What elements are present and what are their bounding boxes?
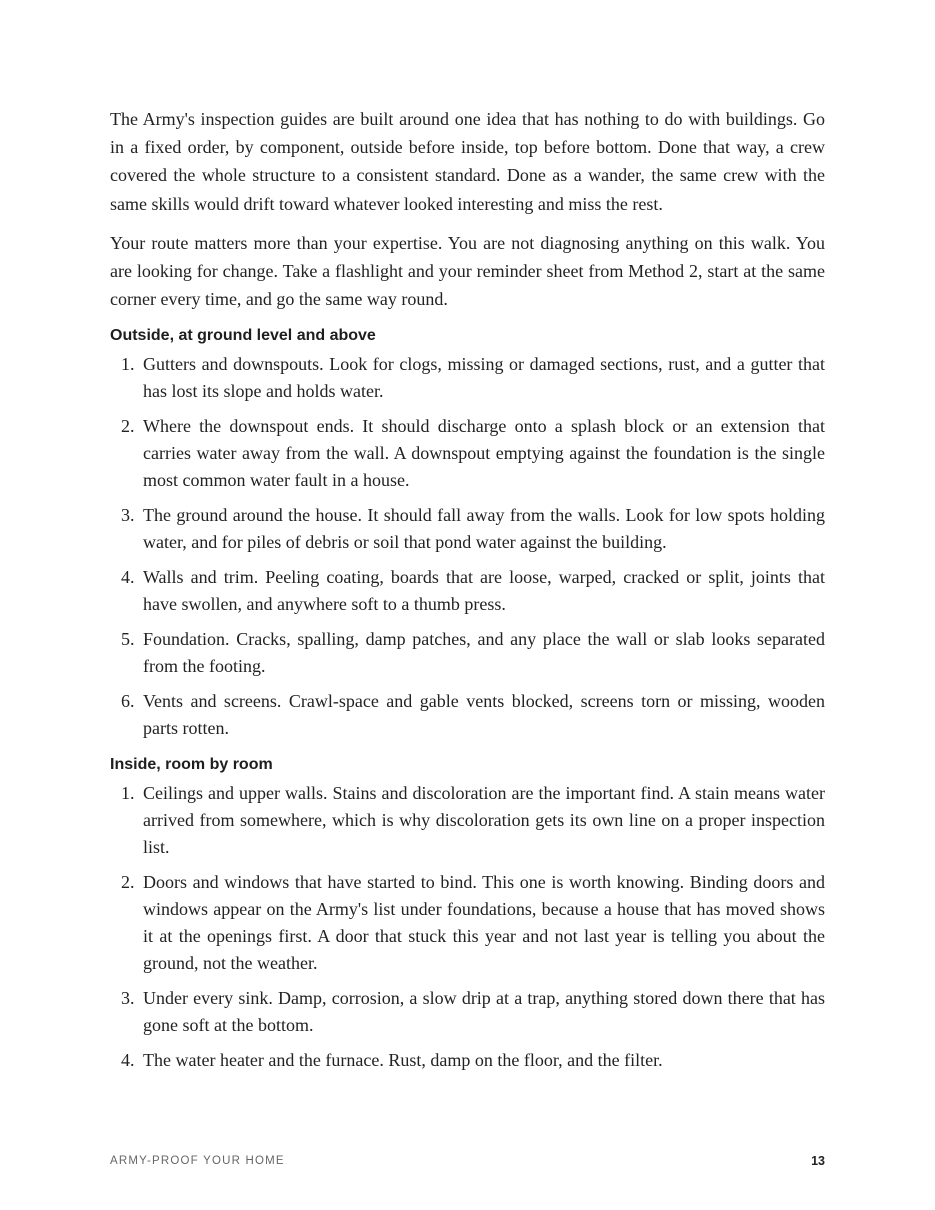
item-number: 5. (121, 629, 135, 650)
inside-checklist (110, 780, 825, 1074)
item-text: Where the downspout ends. It should discharge onto a splash block or an extension that carries water away from the wall. A downspout emptying against the foundation is the single most common water fault in a house. (143, 416, 825, 491)
item-number: 6. (121, 691, 135, 712)
list-item (110, 351, 825, 405)
item-number: 3. (121, 505, 135, 526)
item-number: 4. (121, 1050, 135, 1071)
item-number: 1. (121, 354, 135, 375)
item-number: 4. (121, 567, 135, 588)
list-item (110, 780, 825, 861)
section-heading: Outside, at ground level and above (110, 327, 376, 345)
item-number: 1. (121, 783, 135, 804)
item-number: 3. (121, 988, 135, 1009)
list-item (110, 626, 825, 680)
list-item (110, 869, 825, 977)
item-text: Under every sink. Damp, corrosion, a slow drip at a trap, anything stored down there that has gone soft at the bottom. (143, 988, 825, 1036)
page-number: 13 (811, 1154, 825, 1168)
item-number: 2. (121, 872, 135, 893)
section-heading: Inside, room by room (110, 756, 273, 774)
list-item (110, 502, 825, 556)
list-item (110, 413, 825, 494)
item-text: Walls and trim. Peeling coating, boards that are loose, warped, cracked or split, joints that have swollen, and anywhere soft to a thumb press. (143, 567, 825, 615)
list-item (110, 985, 825, 1039)
outside-checklist (110, 351, 825, 742)
item-text: Gutters and downspouts. Look for clogs, missing or damaged sections, rust, and a gutter that has lost its slope and holds water. (143, 354, 825, 402)
page-body (110, 105, 825, 1085)
item-text: Vents and screens. Crawl-space and gable vents blocked, screens torn or missing, wooden parts rotten. (143, 691, 825, 739)
item-text: The water heater and the furnace. Rust, damp on the floor, and the filter. (143, 1050, 663, 1071)
section-outside (110, 326, 825, 742)
item-text: The ground around the house. It should fall away from the walls. Look for low spots holding water, and for piles of debris or soil that pond water against the building. (143, 505, 825, 553)
running-footer-title: ARMY-PROOF YOUR HOME (110, 1155, 285, 1167)
section-inside (110, 755, 825, 1074)
list-item (110, 1047, 825, 1074)
item-text: Ceilings and upper walls. Stains and discoloration are the important find. A stain means water arrived from somewhere, which is why discoloration gets its own line on a proper inspection list. (143, 783, 825, 858)
list-item (110, 688, 825, 742)
item-text: Foundation. Cracks, spalling, damp patches, and any place the wall or slab looks separated from the footing. (143, 629, 825, 677)
route-paragraph: Your route matters more than your expertise. You are not diagnosing anything on this walk. You are looking for change. Take a flashlight and your reminder sheet from Method 2, start at the same corner every time, and go the same way round. (110, 232, 825, 310)
item-text: Doors and windows that have started to bind. This one is worth knowing. Binding doors and windows appear on the Army's list under foundations, because a house that has moved shows it at the openings first. A door that stuck this year and not last year is telling you about the ground, not the weather. (143, 872, 825, 974)
intro-paragraph: The Army's inspection guides are built around one idea that has nothing to do with buildings. Go in a fixed order, by component, outside before inside, top before bottom. Done that way, a crew covered the whole structure to a consistent standard. Done as a wander, the same crew with the same skills would drift toward whatever looked interesting and miss the rest. (110, 109, 825, 214)
item-number: 2. (121, 416, 135, 437)
list-item (110, 564, 825, 618)
